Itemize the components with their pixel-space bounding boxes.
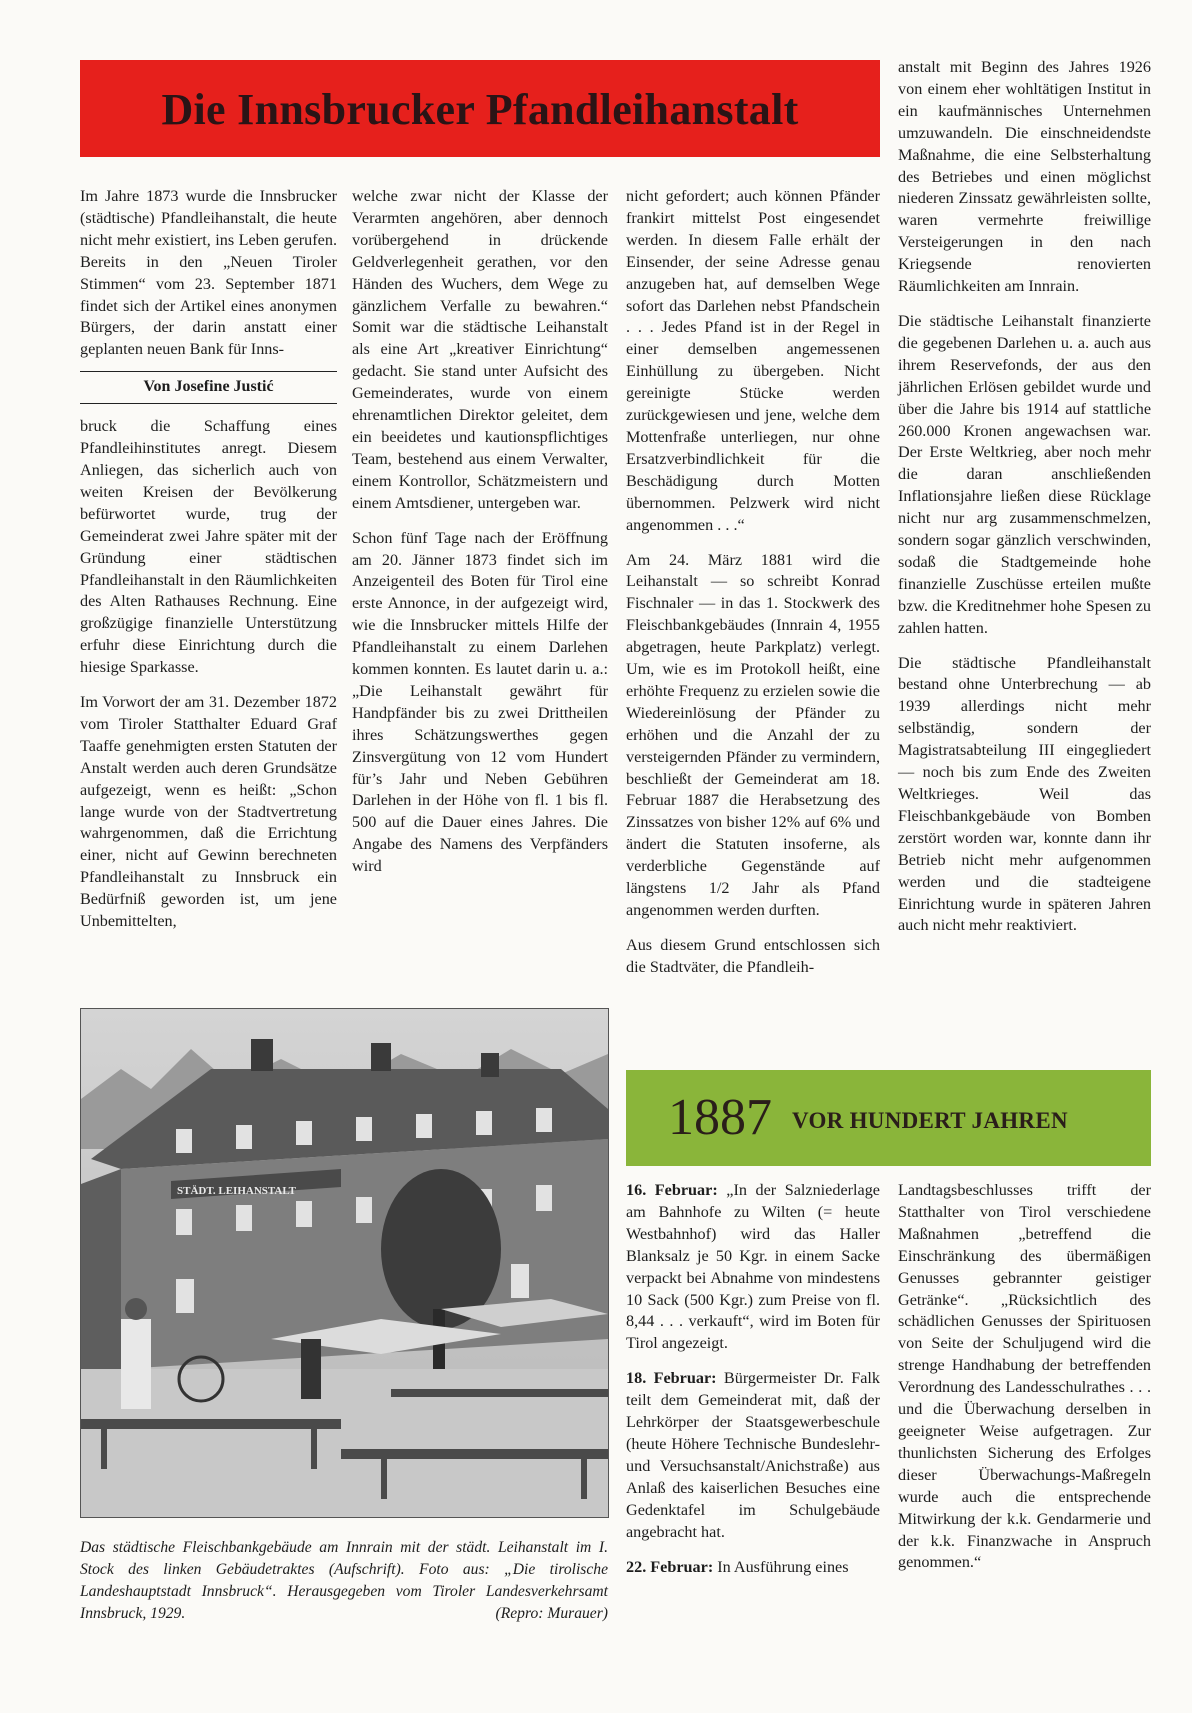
historic-photo (80, 1008, 609, 1518)
photo-caption-text: Das städtische Fleischbankgebäude am Innrain mit der städt. Leihanstalt im I. Stock des linken Gebäudetraktes (Aufschrift). Foto aus: „Die tirolische Landeshauptstadt Innsbruck“. Herausgegeben vom Tiroler Landesverkehrsamt Innsbruck, 1929. (80, 1539, 608, 1622)
article-paragraph: Schon fünf Tage nach der Eröffnung am 20. Jänner 1873 findet sich im Anzeigenteil des Boten für Tirol eine erste Annonce, in der aufgezeigt wird, wie die Innsbrucker mittels Hilfe der Pfandleihanstalt zu einem Darlehen kommen konnten. Es lautet darin u. a.: „Die Leihanstalt gewährt für Handpfänder bis zu zwei Drittheilen ihres Schätzungswerthes gegen Zinsvergütung von 12 vom Hundert für’s Jahr und Neben Gebühren Darlehen in der Höhe von fl. 1 bis fl. 500 auf die Dauer eines Jahres. Die Angabe des Namens des Verpfänders wird (352, 528, 608, 876)
history-entry (626, 1180, 880, 1355)
article-column-3 (626, 186, 880, 992)
byline: Von Josefine Justić (80, 371, 337, 404)
article-paragraph: welche zwar nicht der Klasse der Verarmten angehören, aber dennoch vorübergehend in drückende Geldverlegenheit gerathen, vor den Händen des Wuchers, dem Wege zu gänzlichem Verfalle zu bewahren.“ Somit war die städtische Leihanstalt als eine Art „kreativer Einrichtung“ gedacht. Sie stand unter Aufsicht des Gemeinderates, wurde von einem ehrenamtlichen Direktor geleitet, dem ein beeidetes und kautionspflichtiges Team, bestehend aus einem Verwalter, einem Kontrollor, Schätzmeistern und einem Amtsdiener, untergeben war. (352, 187, 608, 512)
article-paragraph: Die städtische Leihanstalt finanzierte die gegebenen Darlehen u. a. auch aus ihrem Reservefonds, der aus den jährlichen Erlösen gebildet wurde und über die Jahre bis 1914 auf stattliche 260.000 Kronen angewachsen war. Der Erste Weltkrieg, aber noch mehr die daran anschließenden Inflationsjahre ließen diese Rücklage nicht nur arg zusammenschmelzen, sondern sogar gänzlich verschwinden, sodaß die Stadtgemeinde hohe finanzielle Zuschüsse erteilen mußte bzw. die Kreditnehmer hohe Spesen zu zahlen hatten. (898, 311, 1151, 637)
article-paragraph: Die städtische Pfandleihanstalt bestand ohne Unterbrechung — ab 1939 allerdings nicht mehr selbständig, sondern der Magistratsabteilung III eingegliedert — noch bis zum Ende des Zweiten Weltkrieges. Weil das Fleischbankgebäude von Bomben zerstört worden war, konnte dann ihr Betrieb nicht mehr aufgenommen werden und die stadteigene Einrichtung wurde in späteren Jahren auch nicht mehr reaktiviert. (898, 653, 1151, 935)
history-entry-continued: Landtagsbeschlusses trifft der Statthalter von Tirol verschiedene Maßnahmen „betreffend die Einschränkung des übermäßigen Genusses gebrannter geistiger Getränke“. „Rücksichtlich des schädlichen Genusses der Spirituosen von Seite der Schuljugend wird die strenge Handhabung der betreffenden Verordnung des Landesschulrathes . . . und die Überwachung derselben in geeigneter Weise aufgetragen. Zur thunlichsten Sicherung des Erfolges dieser Überwachungs-Maßregeln wurde auch die entsprechende Mitwirkung der k.k. Gendarmerie und der k.k. Finanzwache in Anspruch genommen.“ (898, 1181, 1151, 1572)
photo-credit: (Repro: Murauer) (495, 1604, 608, 1622)
article-paragraph: Im Vorwort der am 31. Dezember 1872 vom Tiroler Statthalter Eduard Graf Taaffe genehmigten ersten Statuten der Anstalt werden auch deren Grundsätze aufgezeigt, wenn es heißt: „Schon lange wurde von der Stadtvertretung wahrgenommen, daß die Errichtung einer, nicht auf Gewinn berechneten Pfandleihanstalt zu Innsbruck ein Bedürfniß geworden ist, um jene Unbemittelten, (80, 693, 337, 931)
article-title: Die Innsbrucker Pfandleihanstalt (161, 85, 799, 134)
history-entry-date: 18. Februar: (626, 1369, 717, 1388)
history-entry-text: Bürgermeister Dr. Falk teilt dem Gemeinderat mit, daß der Lehrkörper der Staatsgewerbeschule (heute Höhere Technische Bundeslehr- und Versuchsanstalt/Anichstraße) aus Anlaß des kaiserlichen Besuches eine Gedenktafel im Schulgebäude angebracht hat. (626, 1369, 880, 1541)
article-paragraph: bruck die Schaffung eines Pfandleihinstitutes anregt. Diesem Anliegen, das sicherlich auch von weiten Kreisen der Bevölkerung befürwortet wurde, trug der Gemeinderat zwei Jahre später mit der Gründung einer städtischen Pfandleihanstalt in den Räumlichkeiten des Alten Rathauses Rechnung. Eine großzügige finanzielle Unterstützung erfuhr diese Einrichtung durch die hiesige Sparkasse. (80, 417, 337, 677)
photo-caption (80, 1537, 608, 1625)
article-column-1 (80, 186, 337, 946)
history-column-2 (898, 1180, 1151, 1587)
fleischbank-building-illustration (81, 1009, 608, 1517)
article-paragraph: nicht gefordert; auch können Pfänder frankirt mittelst Post eingesendet werden. In diesem Falle erhält der Einsender, der seine Adresse genau anzugeben hat, auf demselben Wege sofort das Darlehen nebst Pfandschein . . . Jedes Pfand ist in der Regel in einer demselben angemessenen Einhüllung zu übergeben. Nicht gereinigte Stücke werden zurückgewiesen und jene, welche dem Mottenfraße unterliegen, nur ohne Ersatzverbindlichkeit für die Beschädigung durch Motten übernommen. Pelzwerk wird nicht angenommen . . .“ (626, 187, 880, 534)
history-entry (626, 1557, 880, 1579)
article-paragraph: Im Jahre 1873 wurde die Innsbrucker (städtische) Pfandleihanstalt, die heute nicht mehr existiert, ins Leben gerufen. Bereits in den „Neuen Tiroler Stimmen“ vom 23. September 1871 findet sich der Artikel eines anonymen Bürgers, der darin anstatt einer geplanten neuen Bank für Inns- (80, 187, 337, 359)
history-column-1 (626, 1180, 880, 1591)
history-year: 1887 (668, 1089, 772, 1146)
history-subtitle: VOR HUNDERT JAHREN (792, 1108, 1068, 1133)
history-banner (626, 1070, 1151, 1166)
building-sign-text: STÄDT. LEIHANSTALT (177, 1185, 297, 1197)
history-entry-date: 16. Februar: (626, 1181, 718, 1199)
history-entry (626, 1368, 880, 1543)
article-column-4 (898, 57, 1151, 950)
history-entry-date: 22. Februar: (626, 1557, 714, 1576)
article-column-2 (352, 186, 608, 891)
history-entry-text: „In der Salzniederlage am Bahnhofe zu Wilten (= heute Westbahnhof) wird das Haller Blanksalz je 50 Kgr. in einem Sacke verpackt bei Abnahme von mindestens 10 Sack (500 Kgr.) zum Preise von fl. 8,44 . . . verkauft“, wird im Boten für Tirol angezeigt. (626, 1181, 880, 1353)
history-entry-text: In Ausführung eines (717, 1557, 849, 1576)
article-paragraph: Am 24. März 1881 wird die Leihanstalt — so schreibt Konrad Fischnaler — in das 1. Stockwerk des Fleischbankgebäudes (Innrain 4, 1955 abgetragen, heute Parkplatz) verlegt. Um, wie es im Protokoll heißt, eine erhöhte Frequenz zu erzielen sowie die Wiedereinlösung der Pfänder zu erhöhen und die Anzahl der zu versteigernden Pfänder zu vermindern, beschließt der Gemeinderat am 18. Februar 1887 die Herabsetzung des Zinssatzes von bisher 12% auf 6% und ändert die Statuten insoferne, als verderbliche Gegenstände auf längstens 1/2 Jahr als Pfand angenommen werden durften. (626, 550, 880, 919)
article-paragraph: anstalt mit Beginn des Jahres 1926 von einem eher wohltätigen Institut in ein kaufmännisches Unternehmen umzuwandeln. Die einschneidendste Maßnahme, die eine Selbsterhaltung des Betriebes und einen möglichst niederen Zinssatz gewährleisten sollte, waren vermehrte freiwillige Versteigerungen in den nach Kriegsende renovierten Räumlichkeiten am Innrain. (898, 58, 1151, 296)
title-banner (80, 60, 880, 157)
article-paragraph: Aus diesem Grund entschlossen sich die Stadtväter, die Pfandleih- (626, 935, 880, 976)
